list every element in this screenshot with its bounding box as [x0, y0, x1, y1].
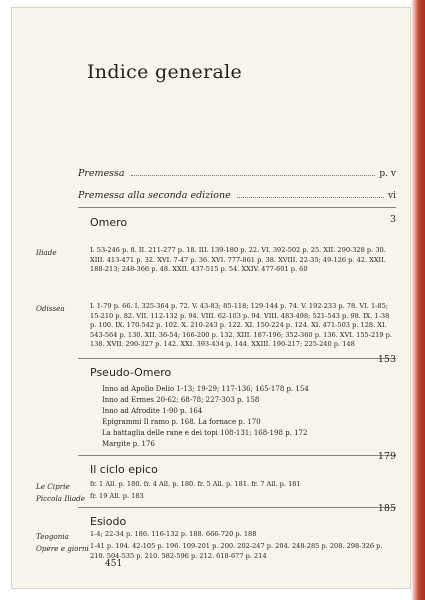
pseudo-line: Inno ad Ermes 20-62; 68-78; 227-303 p. 158	[102, 396, 260, 404]
work-label: Le Ciprie	[36, 482, 70, 491]
section-title: Il ciclo epico	[90, 463, 158, 476]
entry-page: vi	[388, 191, 396, 201]
work-label-iliade: Iliade	[36, 248, 57, 257]
work-label-odissea: Odissea	[36, 304, 65, 313]
pseudo-line: Inno ad Apollo Delio 1-13; 19-29; 117-136; 165-178 p. 154	[102, 385, 309, 393]
work-entries: fr. 19 All. p. 183	[90, 492, 144, 500]
section-page: 3	[389, 214, 396, 225]
work-entries: fr. 1 All. p. 180. fr. 4 All. p. 180. fr. 5 All. p. 181. fr. 7 All. p. 181	[90, 480, 301, 488]
toc-entry-premessa-seconda[interactable]	[78, 190, 396, 201]
section-divider	[78, 455, 396, 456]
work-label: Teogonia	[36, 532, 69, 541]
section-divider	[78, 507, 396, 508]
section-page: 185	[377, 503, 396, 514]
page-number: 451	[105, 559, 123, 569]
pseudo-line: Inno ad Afrodite 1-90 p. 164	[102, 407, 203, 415]
work-entries: 1-41 p. 194. 42-105 p. 196. 109-201 p. 200. 202-247 p. 204. 248-285 p. 208. 298-326 p. 210. 504-535 p. 210. 582-596 p. 212. 618-677 p. 214	[90, 542, 383, 560]
section-title: Pseudo-Omero	[90, 366, 172, 379]
section-title: Esiodo	[90, 515, 127, 528]
section-omero[interactable]	[78, 216, 396, 232]
work-label: Opere e giorni	[36, 544, 89, 553]
pseudo-line: La battaglia delle rane e dei topi 108-131; 168-198 p. 172	[102, 429, 308, 437]
page-edge	[411, 0, 425, 600]
section-ciclo-epico[interactable]	[78, 451, 396, 479]
entry-page: p. v	[379, 169, 396, 179]
section-divider	[78, 207, 396, 208]
work-entries: 1-4; 22-34 p. 186. 116-132 p. 188. 666-720 p. 188	[90, 530, 257, 538]
work-entries-odissea: I. 1-79 p. 66. I. 325-364 p. 72. V. 43-83; 85-118; 129-144 p. 74. V. 192-233 p. 78. VI. 1-85; 15-210 p. 82. VII. 112-132 p. 94. VIII. 62-103 p. 94. VIII. 483-498; 521-543 p. 98. IX. 1-38 p. 100. IX. 170-542 p. 102. X. 210-243 p. 122. XI. 150-224 p. 124. XI. 471-503 p. 128. XI. 543-564 p. 130. XII. 36-54; 166-200 p. 132. XIII. 187-196; 352-360 p. 136. XVI. 155-219 p. 138. XVII. 290-327 p. 142. XXI. 393-434 p. 144. XXIII. 190-217; 225-240 p. 148	[90, 302, 392, 349]
book-page	[12, 8, 410, 588]
section-page: 153	[377, 354, 396, 365]
work-label: Piccola Iliade	[36, 494, 85, 503]
section-page: 179	[377, 451, 396, 462]
section-divider	[78, 358, 396, 359]
entry-label: Premessa	[78, 168, 125, 179]
leader-dots	[131, 175, 376, 176]
toc-entry-premessa[interactable]	[78, 168, 396, 179]
leader-dots	[237, 197, 384, 198]
entry-label: Premessa alla seconda edizione	[78, 190, 231, 201]
section-esiodo[interactable]	[78, 503, 396, 531]
section-pseudo-omero[interactable]	[78, 354, 396, 382]
pseudo-line: Margite p. 176	[102, 440, 155, 448]
page-title: Indice generale	[87, 61, 243, 83]
pseudo-line: Epigrammi Il ramo p. 168. La fornace p. 170	[102, 418, 261, 426]
work-entries-iliade: I. 53-246 p. 8. II. 211-277 p. 18. III. 139-180 p. 22. VI. 392-502 p. 25. XII. 290-328 p. 30. XIII. 413-471 p. 32. XVI. 7-47 p. 36. XVI. 777-861 p. 38. XVIII. 22-35; 49-126 p. 42. XXII. 188-213; 248-366 p. 48. XXII. 437-515 p. 54. XXIV. 477-601 p. 60	[90, 246, 386, 274]
section-title: Omero	[90, 216, 128, 229]
